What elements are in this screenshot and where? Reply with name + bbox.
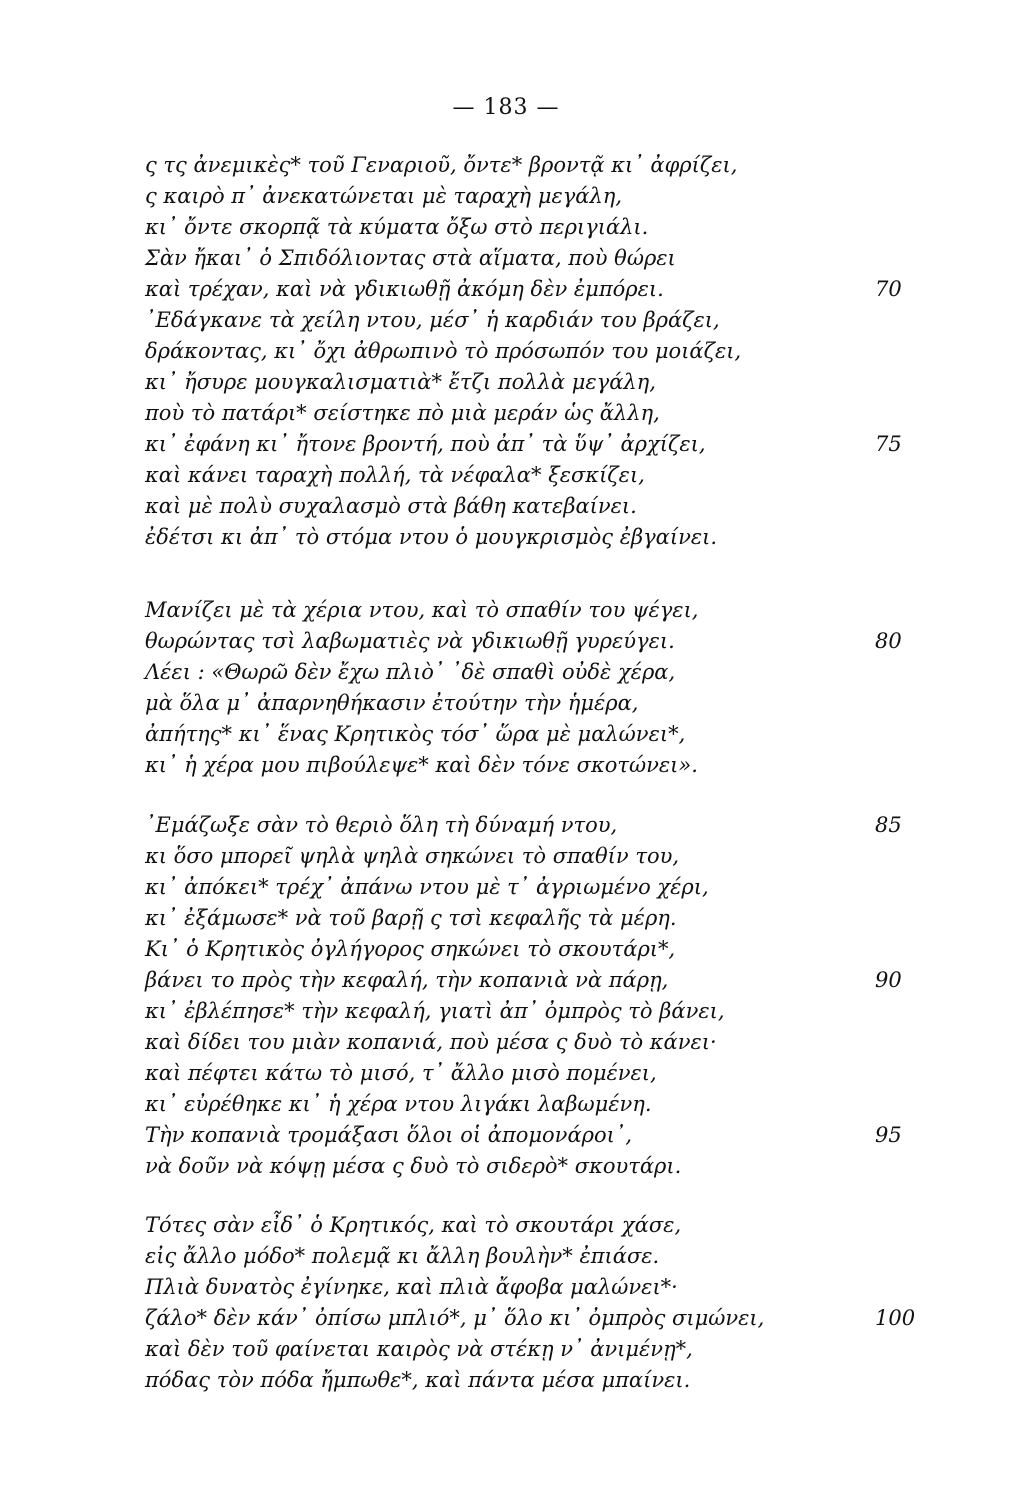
- line-number: 80: [875, 629, 902, 653]
- verse-text: Κι᾽ ὁ Κρητικὸς ὀγλήγορος σηκώνει τὸ σκουτάρι*,: [145, 937, 676, 961]
- stanza: [145, 1210, 925, 1396]
- verse-line: [145, 657, 925, 688]
- stanza: [145, 595, 925, 781]
- verse-text: καὶ δὲν τοῦ φαίνεται καιρὸς νὰ στέκῃ ν᾽ ἀνιμένῃ*,: [145, 1337, 693, 1361]
- verse-line: [145, 1058, 925, 1089]
- verse-line: [145, 522, 925, 553]
- verse-line: [145, 181, 925, 212]
- verse-text: καὶ πέφτει κάτω τὸ μισό, τ᾽ ἄλλο μισὸ πομένει,: [145, 1061, 657, 1085]
- verse-line: [145, 1027, 925, 1058]
- verse-line: [145, 872, 925, 903]
- verse-line: [145, 150, 925, 181]
- verse-line: [145, 595, 925, 626]
- verse-line: [145, 903, 925, 934]
- verse-text: κι ὅσο μπορεῖ ψηλὰ ψηλὰ σηκώνει τὸ σπαθίν του,: [145, 844, 680, 868]
- verse-line: [145, 996, 925, 1027]
- verse-text: ζάλο* δὲν κάν᾽ ὀπίσω μπλιό*, μ᾽ ὅλο κι᾽ ὀμπρὸς σιμώνει,: [145, 1306, 765, 1330]
- verse-text: κι᾽ ὄντε σκορπᾷ τὰ κύματα ὄξω στὸ περιγιάλι.: [145, 215, 649, 239]
- verse-line: [145, 1151, 925, 1182]
- verse-line: [145, 398, 925, 429]
- verse-text: θωρώντας τσὶ λαβωματιὲς νὰ γδικιωθῇ γυρεύγει.: [145, 629, 675, 653]
- verse-text: Σὰν ἤκαι᾽ ὁ Σπιδόλιοντας στὰ αἵματα, ποὺ θώρει: [145, 246, 676, 270]
- verse-text: ς καιρὸ π᾽ ἀνεκατώνεται μὲ ταραχὴ μεγάλη,: [145, 184, 623, 208]
- verse-line: [145, 274, 925, 305]
- verse-text: καὶ μὲ πολὺ συχαλασμὸ στὰ βάθη κατεβαίνει.: [145, 494, 637, 518]
- verse-text: καὶ δίδει του μιὰν κοπανιά, ποὺ μέσα ς δυὸ τὸ κάνει·: [145, 1030, 717, 1054]
- verse-text: Λέει : «Θωρῶ δὲν ἔχω πλιὸ᾽ ᾽δὲ σπαθὶ οὐδὲ χέρα,: [145, 660, 676, 684]
- line-number: 75: [875, 432, 902, 456]
- verse-text: ἀπήτης* κι᾽ ἕνας Κρητικὸς τόσ᾽ ὥρα μὲ μαλώνει*,: [145, 722, 686, 746]
- stanza: [145, 150, 925, 553]
- verse-line: [145, 212, 925, 243]
- verse-text: Μανίζει μὲ τὰ χέρια ντου, καὶ τὸ σπαθίν του ψέγει,: [145, 598, 699, 622]
- verse-text: ᾽Εμάζωξε σὰν τὸ θεριὸ ὅλη τὴ δύναμή ντου,: [145, 813, 618, 837]
- verse-text: κι᾽ ἐβλέπησε* τὴν κεφαλή, γιατὶ ἀπ᾽ ὀμπρὸς τὸ βάνει,: [145, 999, 725, 1023]
- verse-text: ποὺ τὸ πατάρι* σείστηκε πὸ μιὰ μεράν ὡς ἄλλη,: [145, 401, 660, 425]
- verse-line: [145, 1241, 925, 1272]
- verse-text: κι᾽ ἤσυρε μουγκαλισματιὰ* ἔτζι πολλὰ μεγάλη,: [145, 370, 656, 394]
- verse-text: μὰ ὅλα μ᾽ ἀπαρνηθήκασιν ἐτούτην τὴν ἡμέρα,: [145, 691, 639, 715]
- verse-line: [145, 336, 925, 367]
- verse-text: Τότες σὰν εἶδ᾽ ὁ Κρητικός, καὶ τὸ σκουτάρι χάσε,: [145, 1213, 682, 1237]
- page-number: — 183 —: [452, 95, 560, 120]
- verse-text: ς τς ἀνεμικὲς* τοῦ Γεναριοῦ, ὄντε* βροντᾷ κι᾽ ἀφρίζει,: [145, 153, 738, 177]
- verse-line: [145, 688, 925, 719]
- stanza: [145, 810, 925, 1182]
- verse-text: καὶ τρέχαν, καὶ νὰ γδικιωθῇ ἀκόμη δὲν ἐμπόρει.: [145, 277, 664, 301]
- verse-text: κι᾽ ἐξάμωσε* νὰ τοῦ βαρῇ ς τσὶ κεφαλῆς τὰ μέρη.: [145, 906, 677, 930]
- verse-line: [145, 750, 925, 781]
- verse-line: [145, 1334, 925, 1365]
- verse-line: [145, 965, 925, 996]
- verse-line: [145, 1120, 925, 1151]
- verse-line: [145, 367, 925, 398]
- verse-line: [145, 1089, 925, 1120]
- line-number: 100: [875, 1306, 916, 1330]
- verse-line: [145, 934, 925, 965]
- verse-text: ᾽Εδάγκανε τὰ χείλη ντου, μέσ᾽ ἡ καρδιάν του βράζει,: [145, 308, 720, 332]
- verse-text: κι᾽ ἡ χέρα μου πιβούλεψε* καὶ δὲν τόνε σκοτώνει».: [145, 753, 698, 777]
- verse-line: [145, 1210, 925, 1241]
- verse-text: Τὴν κοπανιὰ τρομάξασι ὅλοι οἱ ἀπομονάροι᾽,: [145, 1123, 633, 1147]
- line-number: 90: [875, 968, 902, 992]
- verse-line: [145, 460, 925, 491]
- verse-text: βάνει το πρὸς τὴν κεφαλή, τὴν κοπανιὰ νὰ πάρῃ,: [145, 968, 669, 992]
- verse-text: δράκοντας, κι᾽ ὄχι ἀθρωπινὸ τὸ πρόσωπόν του μοιάζει,: [145, 339, 742, 363]
- verse-text: καὶ κάνει ταραχὴ πολλή, τὰ νέφαλα* ξεσκίζει,: [145, 463, 645, 487]
- verse-line: [145, 429, 925, 460]
- verse-line: [145, 810, 925, 841]
- verse-text: πόδας τὸν πόδα ἤμπωθε*, καὶ πάντα μέσα μπαίνει.: [145, 1368, 691, 1392]
- verse-line: [145, 1303, 925, 1334]
- line-number: 95: [875, 1123, 902, 1147]
- verse-line: [145, 1272, 925, 1303]
- verse-text: κι᾽ εὐρέθηκε κι᾽ ἡ χέρα ντου λιγάκι λαβωμένη.: [145, 1092, 652, 1116]
- verse-line: [145, 719, 925, 750]
- verse-text: Πλιὰ δυνατὸς ἐγίνηκε, καὶ πλιὰ ἄφοβα μαλώνει*·: [145, 1275, 678, 1299]
- line-number: 70: [875, 277, 902, 301]
- verse-text: ἐδέτσι κι ἀπ᾽ τὸ στόμα ντου ὁ μουγκρισμὸς ἐβγαίνει.: [145, 525, 718, 549]
- verse-line: [145, 243, 925, 274]
- line-number: 85: [875, 813, 902, 837]
- verse-line: [145, 1365, 925, 1396]
- verse-line: [145, 305, 925, 336]
- verse-line: [145, 491, 925, 522]
- verse-line: [145, 626, 925, 657]
- verse-text: νὰ δοῦν νὰ κόψῃ μέσα ς δυὸ τὸ σιδερὸ* σκουτάρι.: [145, 1154, 682, 1178]
- verse-line: [145, 841, 925, 872]
- verse-text: κι᾽ ἐφάνη κι᾽ ἤτονε βροντή, ποὺ ἀπ᾽ τὰ ὕψ᾽ ἀρχίζει,: [145, 432, 706, 456]
- verse-text: κι᾽ ἀπόκει* τρέχ᾽ ἀπάνω ντου μὲ τ᾽ ἀγριωμένο χέρι,: [145, 875, 709, 899]
- verse-text: εἰς ἄλλο μόδο* πολεμᾷ κι ἄλλη βουλὴν* ἐπιάσε.: [145, 1244, 660, 1268]
